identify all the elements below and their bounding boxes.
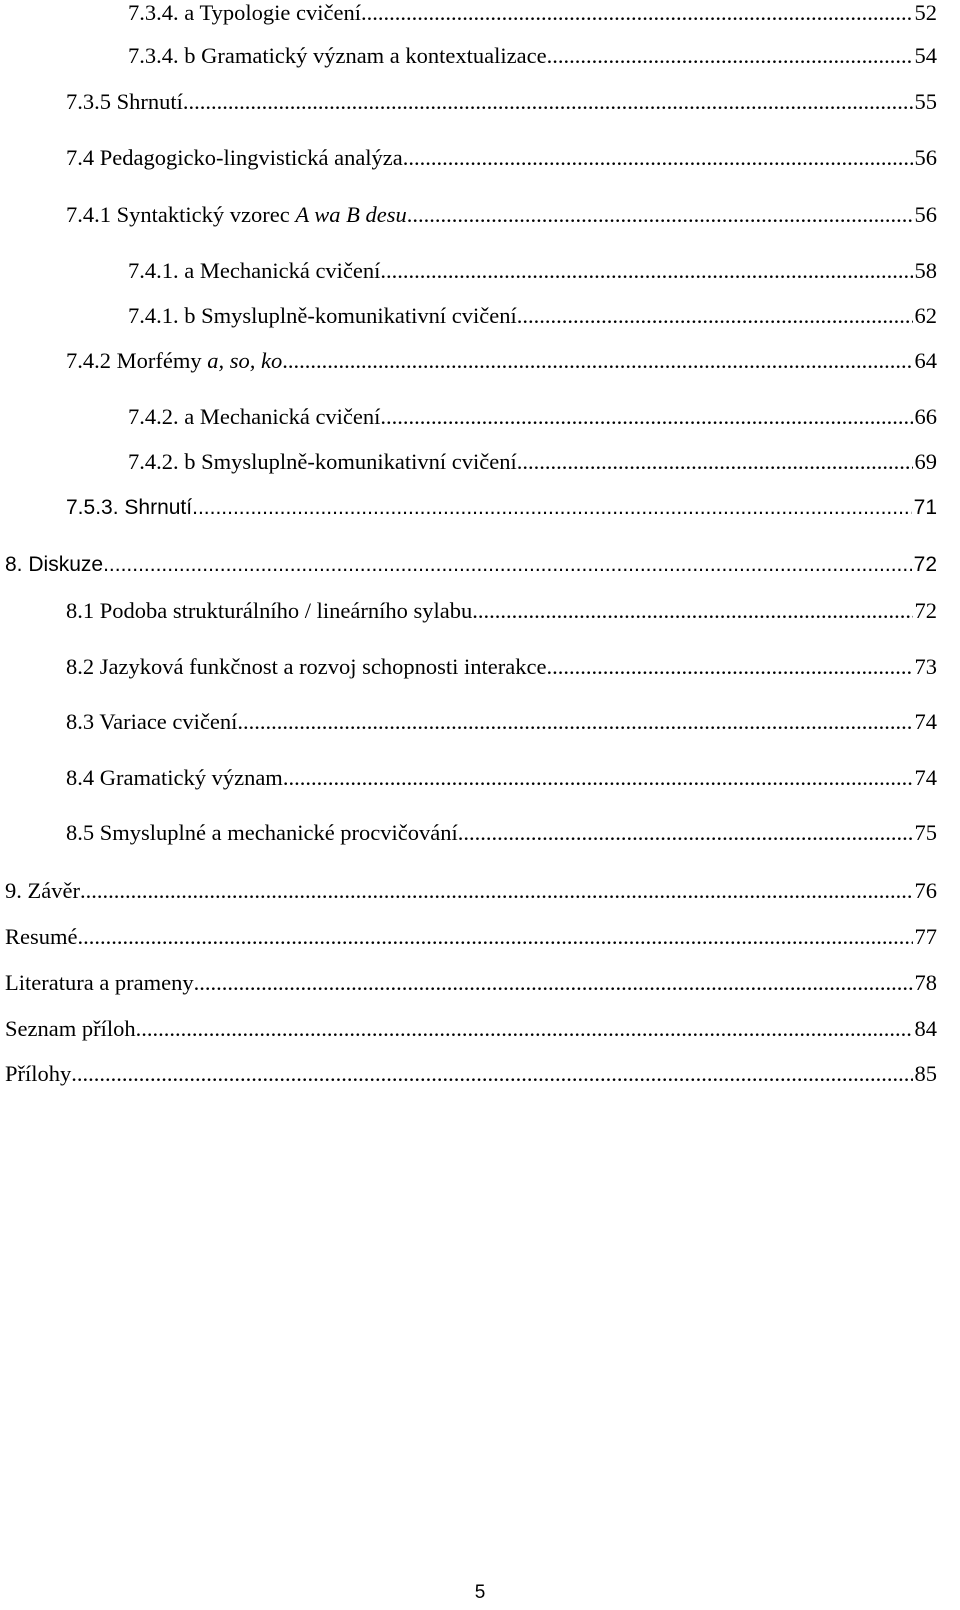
toc-entry[interactable] (66, 87, 937, 117)
dot-leader (192, 493, 912, 523)
toc-entry-title: Jazyková funkčnost a rozvoj schopnosti interakce (99, 654, 547, 679)
toc-entry-page: 71 (913, 496, 937, 519)
toc-entry[interactable] (66, 763, 937, 793)
toc-entry-label (128, 256, 380, 286)
toc-entry-label (5, 968, 194, 998)
toc-entry-number: 7.3.5 (66, 89, 111, 114)
toc-entry-number: 8.1 (66, 598, 95, 623)
toc-entry[interactable] (5, 1059, 937, 1089)
dot-leader (80, 876, 913, 906)
dot-leader (403, 143, 913, 173)
toc-entry-number: 8.5 (66, 820, 95, 845)
toc-entry-number: 7.4.2 (66, 348, 111, 373)
dot-leader (517, 301, 913, 331)
toc-entry-page: 85 (914, 1061, 937, 1086)
toc-entry-label (66, 200, 407, 230)
toc-entry-title: Mechanická cvičení (199, 258, 381, 283)
toc-entry[interactable] (66, 707, 937, 737)
toc-entry-title: Smysluplně-komunikativní cvičení (201, 449, 517, 474)
toc-entry-page: 84 (914, 1016, 937, 1041)
toc-entry-title: Podoba strukturálního / lineárního sylabu (99, 598, 473, 623)
toc-entry-title: Závěr (27, 878, 80, 903)
toc-entry-title: Typologie cvičení (199, 0, 361, 25)
toc-entry-label (5, 1014, 136, 1044)
toc-entry-label (5, 922, 78, 952)
toc-entry[interactable] (128, 41, 937, 71)
toc-entry-label (66, 596, 472, 626)
toc-entry[interactable] (5, 550, 937, 580)
toc-entry-title-italic: a, so, ko (207, 348, 283, 373)
toc-entry-page: 74 (914, 765, 937, 790)
toc-entry-page: 72 (914, 598, 937, 623)
toc-entry-number: 7.4.1. b (128, 303, 196, 328)
toc-entry-title: Shrnutí (116, 89, 183, 114)
dot-leader (517, 447, 913, 477)
toc-entry-title: Seznam příloh (5, 1016, 136, 1041)
toc-entry-label (66, 87, 183, 117)
toc-entry[interactable] (5, 922, 937, 952)
toc-entry-label (128, 447, 517, 477)
dot-leader (407, 200, 913, 230)
toc-entry-page: 64 (914, 348, 937, 373)
toc-entry-label (66, 346, 282, 376)
toc-entry-label (5, 550, 103, 580)
toc-entry-number: 9. (5, 878, 22, 903)
toc-entry-title: Literatura a prameny (5, 970, 194, 995)
toc-entry[interactable] (66, 200, 937, 230)
dot-leader (380, 402, 912, 432)
toc-entry-page: 76 (914, 878, 937, 903)
toc-entry-label (66, 763, 283, 793)
toc-entry-label (5, 1059, 71, 1089)
toc-entry-page: 69 (914, 449, 937, 474)
toc-entry-label (128, 41, 547, 71)
dot-leader (103, 550, 912, 580)
toc-entry-page: 52 (914, 0, 937, 25)
page-number: 5 (474, 1582, 486, 1603)
toc-entry-page: 75 (914, 820, 937, 845)
toc-entry-page: 72 (913, 553, 937, 576)
toc-entry-page: 54 (914, 43, 937, 68)
toc-entry-page: 66 (914, 404, 937, 429)
toc-entry-label (66, 652, 547, 682)
toc-entry-label (66, 143, 403, 173)
dot-leader (237, 707, 912, 737)
dot-leader (547, 652, 913, 682)
toc-entry-page: 62 (914, 303, 937, 328)
dot-leader (194, 968, 913, 998)
toc-entry-title: Gramatický význam a kontextualizace (201, 43, 547, 68)
toc-entry[interactable] (5, 876, 937, 906)
toc-entry[interactable] (128, 301, 937, 331)
toc-entry-label (66, 493, 192, 523)
dot-leader (71, 1059, 912, 1089)
toc-entry[interactable] (66, 143, 937, 173)
dot-leader (283, 763, 913, 793)
toc-entry-page: 56 (914, 202, 937, 227)
toc-entry-label (128, 301, 517, 331)
toc-entry-number: 8. (5, 553, 23, 576)
toc-entry-number: 7.4.1. a (128, 258, 195, 283)
toc-entry-number: 8.2 (66, 654, 95, 679)
dot-leader (472, 596, 912, 626)
toc-entry-label (66, 818, 458, 848)
toc-entry-label (128, 0, 361, 28)
toc-entry-title-lead: Syntaktický vzorec (116, 202, 296, 227)
toc-entry[interactable] (66, 818, 937, 848)
toc-entry[interactable] (128, 402, 937, 432)
toc-entry-number: 7.3.4. a (128, 0, 195, 25)
toc-entry-label (5, 876, 80, 906)
toc-entry-title: Smysluplně-komunikativní cvičení (201, 303, 517, 328)
toc-entry-title: Shrnutí (124, 496, 193, 519)
dot-leader (380, 256, 912, 286)
toc-entry-title: Mechanická cvičení (199, 404, 381, 429)
toc-entry-label (66, 707, 237, 737)
dot-leader (78, 922, 913, 952)
toc-entry-title: Variace cvičení (99, 709, 238, 734)
toc-entry-page: 74 (914, 709, 937, 734)
dot-leader (183, 87, 913, 117)
toc-entry-title: Pedagogicko-lingvistická analýza (99, 145, 403, 170)
toc-entry-title-lead: Morfémy (116, 348, 208, 373)
dot-leader (547, 41, 913, 71)
toc-entry-title: Gramatický význam (99, 765, 283, 790)
toc-entry[interactable] (66, 652, 937, 682)
toc-entry-page: 55 (914, 89, 937, 114)
toc-entry-title: Resumé (5, 924, 78, 949)
toc-entry[interactable] (128, 256, 937, 286)
toc-entry-page: 58 (914, 258, 937, 283)
toc-entry[interactable] (128, 0, 937, 28)
toc-entry-title: Diskuze (28, 553, 104, 576)
toc-entry-number: 7.4.2. a (128, 404, 195, 429)
toc-entry-page: 56 (914, 145, 937, 170)
toc-entry[interactable] (66, 596, 937, 626)
toc-entry-number: 8.4 (66, 765, 95, 790)
toc-entry-number: 7.3.4. b (128, 43, 196, 68)
toc-entry-page: 77 (914, 924, 937, 949)
toc-entry[interactable] (5, 968, 937, 998)
toc-entry-label (128, 402, 380, 432)
toc-entry-page: 73 (914, 654, 937, 679)
toc-entry-title-italic: A wa B desu (295, 202, 407, 227)
toc-entry-number: 8.3 (66, 709, 95, 734)
dot-leader (361, 0, 913, 28)
dot-leader (136, 1014, 913, 1044)
toc-entry-number: 7.4 (66, 145, 95, 170)
toc-entry[interactable] (66, 493, 937, 523)
toc-entry[interactable] (5, 1014, 937, 1044)
toc-entry-page: 78 (914, 970, 937, 995)
toc-entry[interactable] (66, 346, 937, 376)
dot-leader (458, 818, 913, 848)
toc-entry-title: Smysluplné a mechanické procvičování (99, 820, 458, 845)
toc-entry-number: 7.4.2. b (128, 449, 196, 474)
toc-entry-number: 7.4.1 (66, 202, 111, 227)
toc-entry[interactable] (128, 447, 937, 477)
toc-entry-title: Přílohy (5, 1061, 72, 1086)
dot-leader (282, 346, 912, 376)
toc-entry-number: 7.5.3. (66, 496, 119, 519)
